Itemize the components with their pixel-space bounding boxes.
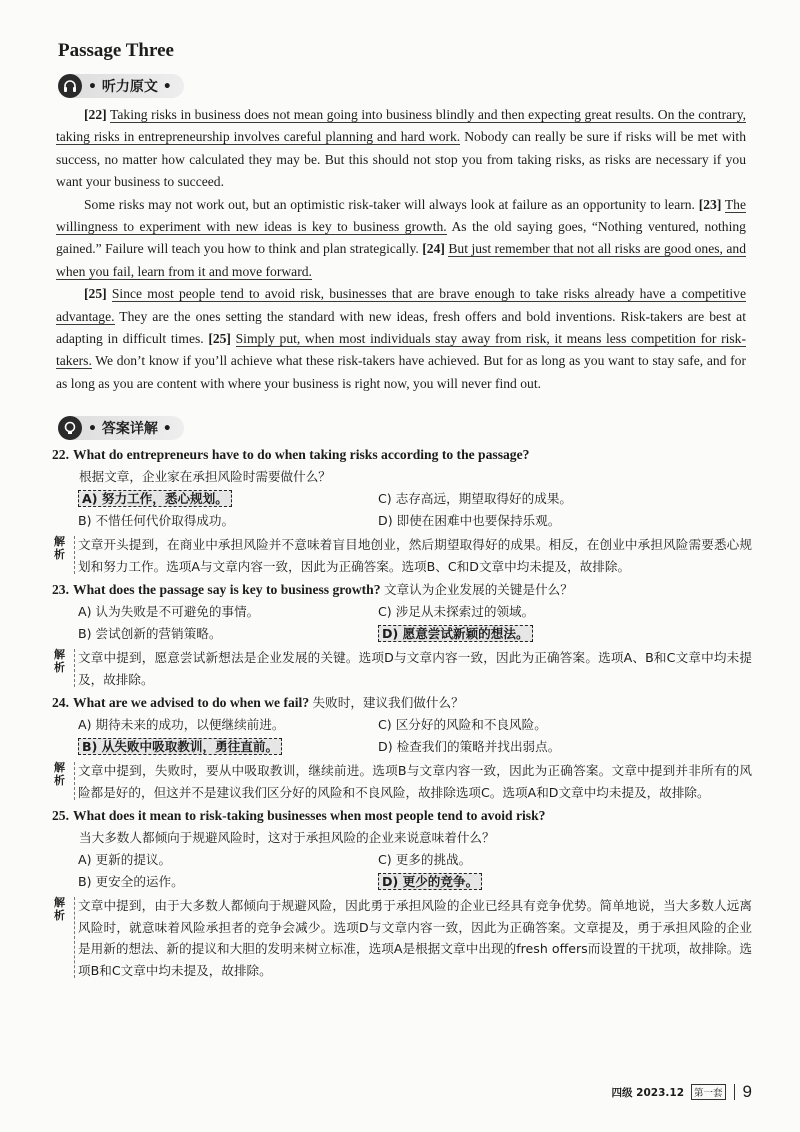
analysis-block [52, 760, 752, 803]
question-23 [52, 579, 752, 690]
option-c: C) 志存高远，期望取得好的成果。 [378, 491, 573, 506]
option-b: B) 尝试创新的营销策略。 [78, 626, 222, 641]
answer-marker-24: [24] [422, 241, 445, 257]
lightbulb-icon [58, 416, 82, 440]
question-stem [52, 579, 752, 601]
question-number: 23. [52, 582, 69, 597]
transcript-section-badge [58, 74, 184, 98]
question-number: 24. [52, 695, 69, 710]
transcript-label: • 听力原文 • [88, 79, 172, 95]
answers-section-badge [58, 416, 184, 440]
answer-explanations [52, 444, 752, 981]
analysis-divider [74, 536, 75, 574]
passage-text: Nobody can really be sure if risks will be met with success, no matter how calculated they may be. But this should not stop you from taking risks, as risks are necessary if you want your business to succeed. [56, 129, 747, 190]
analysis-block [52, 647, 752, 690]
page-number: 9 [742, 1082, 752, 1101]
analysis-text: 文章中提到，由于大多数人都倾向于规避风险，因此勇于承担风险的企业已经具有竞争优势。简单地说，当大多数人远离风险时，就意味着风险承担者的竞争会减少。选项D与文章内容一致，因此为正确答案。文章提及，勇于承担风险的企业是用新的想法、新的提议和大胆的发明来树立标准，选项A是根据文章中出现的fresh offers而设置的干扰项，故排除。选项B和C文章中均未提及，故排除。 [78, 898, 752, 978]
analysis-tag: 解析 [54, 896, 65, 922]
question-24 [52, 692, 752, 803]
passage-text: Some risks may not work out, but an optimistic risk-taker will always look at failure as an opportunity to learn. [84, 196, 699, 212]
option-b-correct: B) 从失败中吸取教训，勇往直前。 [78, 736, 378, 758]
question-text: What does it mean to risk-taking businesses when most people tend to avoid risk? [73, 808, 546, 823]
answer-marker-25: [25] [84, 286, 107, 302]
key-sentence-22: Taking risks in business does not mean going into business blindly and then expecting great results. On the contrary, taking risks in entrepreneurship involves careful planning and hard work. [56, 107, 747, 145]
analysis-text: 文章中提到，失败时，要从中吸取教训，继续前进。选项B与文章内容一致，因此为正确答案。文章中提到并非所有的风险都是好的，但这并不是建议我们区分好的风险和不良风险，故排除选项C。选项A和D文章中均未提及，故排除。 [78, 763, 752, 800]
option-list [52, 849, 752, 893]
exam-set: 第一套 [691, 1084, 726, 1100]
option-d-correct: D) 愿意尝试新颖的想法。 [378, 623, 738, 645]
option-c: C) 涉足从未探索过的领域。 [378, 604, 535, 619]
option-b: B) 不惜任何代价取得成功。 [78, 513, 235, 528]
analysis-tag: 解析 [54, 535, 65, 561]
question-stem [52, 444, 752, 466]
answer-marker-25: [25] [208, 331, 231, 347]
question-translation: 当大多数人都倾向于规避风险时，这对于承担风险的企业来说意味着什么？ [79, 830, 495, 845]
question-stem [52, 805, 752, 827]
option-list [52, 488, 752, 532]
question-translation: 根据文章，企业家在承担风险时需要做什么？ [79, 469, 331, 484]
analysis-block [52, 534, 752, 577]
option-a: A) 认为失败是不可避免的事情。 [78, 604, 260, 619]
key-sentence-24: But just remember that not all risks are good ones, and when you fail, learn from it and move forward. [56, 241, 746, 279]
passage-text: As the old saying goes, “Nothing ventured, nothing gained.” Failure will teach you how to think and plan strategically. [56, 219, 746, 257]
question-stem [52, 692, 752, 714]
analysis-divider [74, 897, 75, 978]
question-text: What are we advised to do when we fail? [73, 695, 310, 710]
page-footer [612, 1082, 752, 1102]
analysis-block [52, 895, 752, 981]
option-list [52, 601, 752, 645]
question-25 [52, 805, 752, 981]
passage-title: Passage Three [58, 40, 174, 61]
footer-divider [734, 1084, 735, 1100]
answer-marker-22: [22] [84, 107, 107, 122]
key-sentence-25a: Since most people tend to avoid risk, businesses that are brave enough to take risks already have a competitive advantage. [56, 286, 746, 324]
option-a: A) 期待未来的成功，以便继续前进。 [78, 717, 285, 732]
passage-paragraph-2 [56, 194, 746, 284]
passage-text: We don’t know if you’ll achieve what these risk-takers have achieved. But for as long as you want to stay safe, and for as long as you are content with where your business is right now, you will never find out. [56, 353, 746, 391]
question-number: 22. [52, 447, 69, 462]
option-d: D) 即使在困难中也要保持乐观。 [378, 513, 561, 528]
key-sentence-25b: Simply put, when most individuals stay away from risk, it means less competition for risk-takers. [56, 331, 746, 369]
headphones-icon [58, 74, 82, 98]
analysis-divider [74, 762, 75, 800]
passage-paragraph-3 [56, 283, 746, 395]
question-text: What does the passage say is key to business growth? [73, 582, 381, 597]
analysis-text: 文章开头提到，在商业中承担风险并不意味着盲目地创业，然后期望取得好的成果。相反，在创业中承担风险需要悉心规划和努力工作。选项A与文章内容一致，因此为正确答案。选项B、C和D文章中均未提及，故排除。 [78, 537, 752, 574]
analysis-text: 文章中提到，愿意尝试新想法是企业发展的关键。选项D与文章内容一致，因此为正确答案。选项A、B和C文章中均未提及，故排除。 [78, 650, 752, 687]
option-c: C) 区分好的风险和不良风险。 [378, 717, 547, 732]
question-22 [52, 444, 752, 577]
answer-marker-23: [23] [698, 196, 722, 212]
question-number: 25. [52, 808, 69, 823]
option-d-correct: D) 更少的竞争。 [378, 871, 738, 893]
analysis-tag: 解析 [54, 761, 65, 787]
option-a-correct: A) 努力工作，悉心规划。 [78, 488, 378, 510]
passage-text: They are the ones setting the standard with new ideas, fresh offers and bold inventions. Risk-takers are best at adapting in difficult times. [56, 308, 746, 347]
question-text: What do entrepreneurs have to do when taking risks according to the passage? [73, 447, 530, 462]
analysis-tag: 解析 [54, 648, 65, 674]
option-list [52, 714, 752, 758]
analysis-divider [74, 649, 75, 687]
option-a: A) 更新的提议。 [78, 852, 172, 867]
passage-paragraph-1 [56, 104, 746, 194]
passage-transcript [56, 104, 746, 395]
option-d: D) 检查我们的策略并找出弱点。 [378, 739, 561, 754]
option-b: B) 更安全的运作。 [78, 874, 184, 889]
question-translation: 失败时，建议我们做什么？ [312, 695, 464, 710]
option-c: C) 更多的挑战。 [378, 852, 472, 867]
question-translation: 文章认为企业发展的关键是什么？ [383, 582, 573, 597]
answers-label: • 答案详解 • [88, 421, 172, 437]
exam-series: 四级 2023.12 [611, 1086, 685, 1099]
key-sentence-23: The willingness to experiment with new ideas is key to business growth. [56, 196, 746, 235]
